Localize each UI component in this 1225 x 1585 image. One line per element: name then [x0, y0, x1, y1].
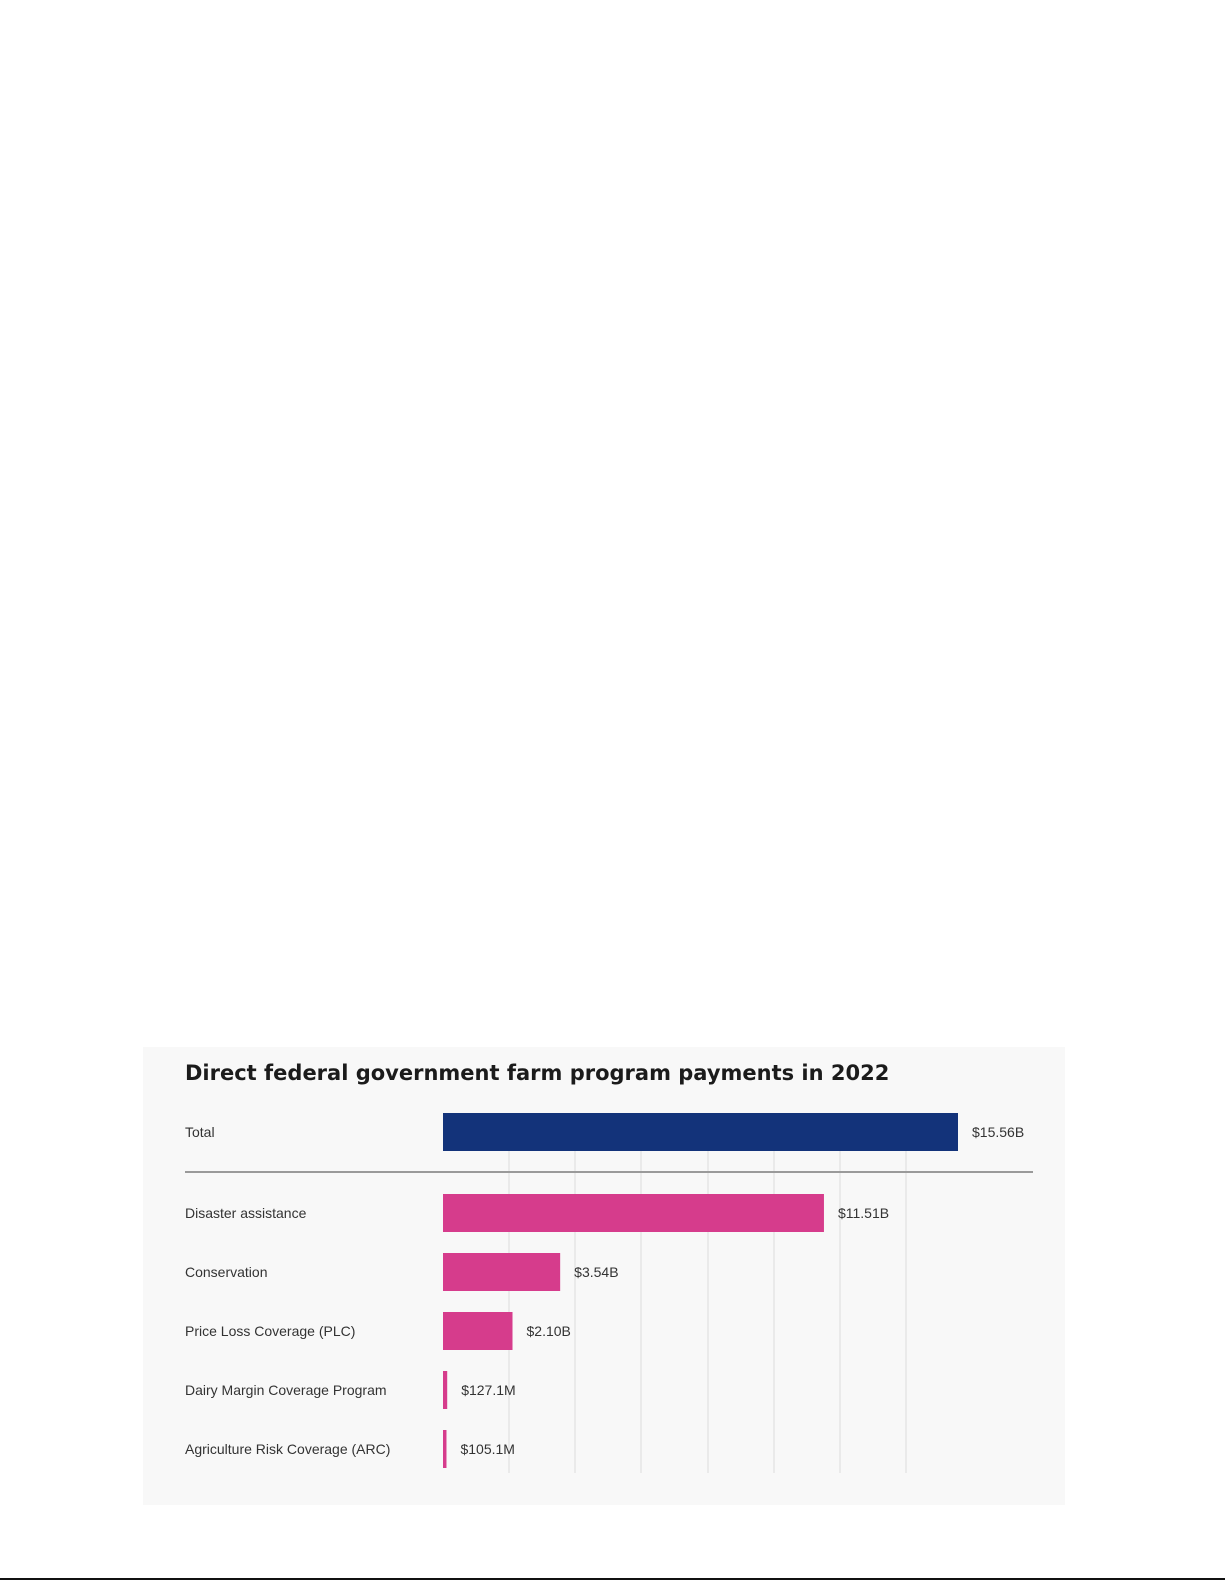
bar-dairy-margin-coverage-program: [443, 1371, 447, 1409]
bar-agriculture-risk-coverage-arc: [443, 1430, 446, 1468]
value-label-conservation: $3.54B: [574, 1264, 619, 1280]
value-label-agriculture-risk-coverage-arc: $105.1M: [460, 1441, 515, 1457]
value-label-total: $15.56B: [972, 1124, 1025, 1140]
bar-conservation: [443, 1253, 560, 1291]
category-label-conservation: Conservation: [185, 1264, 268, 1280]
chart-card: [143, 1047, 1065, 1505]
value-label-price-loss-coverage-plc: $2.10B: [526, 1323, 571, 1339]
category-label-total: Total: [185, 1124, 215, 1140]
category-label-disaster-assistance: Disaster assistance: [185, 1205, 307, 1221]
page-bottom-rule: [0, 1578, 1225, 1580]
bar-price-loss-coverage-plc: [443, 1312, 513, 1350]
value-label-disaster-assistance: $11.51B: [837, 1205, 890, 1221]
category-label-price-loss-coverage-plc: Price Loss Coverage (PLC): [185, 1323, 356, 1339]
bar-chart: [143, 1047, 1065, 1505]
value-label-dairy-margin-coverage-program: $127.1M: [461, 1382, 516, 1398]
chart-title: Direct federal government farm program payments in 2022: [185, 1061, 890, 1085]
bar-total: [443, 1113, 958, 1151]
category-label-dairy-margin-coverage-program: Dairy Margin Coverage Program: [185, 1382, 387, 1398]
bar-disaster-assistance: [443, 1194, 824, 1232]
category-label-agriculture-risk-coverage-arc: Agriculture Risk Coverage (ARC): [185, 1441, 391, 1457]
